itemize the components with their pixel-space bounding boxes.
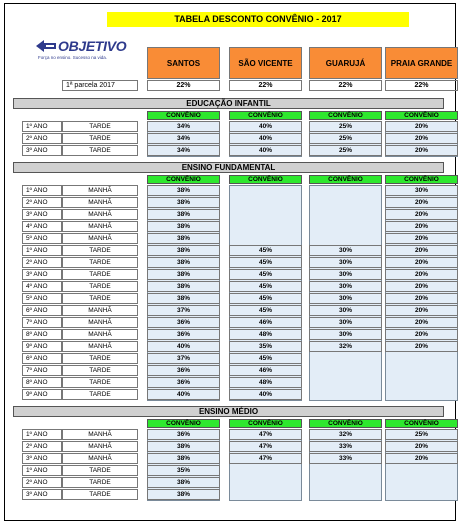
period-label: TARDE [62, 377, 138, 388]
discount-value: 38% [147, 233, 220, 244]
discount-value: 20% [385, 221, 458, 232]
discount-value: 38% [147, 477, 220, 488]
logo-mark-icon [36, 39, 56, 53]
discount-value: 30% [309, 329, 382, 340]
discount-value: 20% [385, 453, 458, 464]
grade-label: 2º ANO [22, 441, 62, 452]
discount-value: 47% [229, 429, 302, 440]
discount-value: 45% [229, 305, 302, 316]
discount-value: 38% [147, 245, 220, 256]
discount-value: 20% [385, 269, 458, 280]
discount-value: 20% [385, 329, 458, 340]
discount-value: 40% [229, 121, 302, 132]
grade-label: 3º ANO [22, 453, 62, 464]
discount-value: 45% [229, 245, 302, 256]
section-header: ENSINO MÉDIO [13, 406, 444, 417]
discount-value: 30% [309, 269, 382, 280]
period-label: TARDE [62, 269, 138, 280]
discount-value: 30% [309, 293, 382, 304]
discount-value: 30% [309, 281, 382, 292]
period-label: TARDE [62, 465, 138, 476]
first-installment-value: 22% [147, 80, 220, 91]
discount-value: 30% [309, 317, 382, 328]
discount-value: 37% [147, 353, 220, 364]
first-installment-value: 22% [309, 80, 382, 91]
discount-value: 38% [147, 293, 220, 304]
discount-value: 34% [147, 133, 220, 144]
grade-label: 8º ANO [22, 377, 62, 388]
discount-value: 48% [229, 329, 302, 340]
period-label: MANHÃ [62, 305, 138, 316]
grade-label: 2º ANO [22, 257, 62, 268]
grade-label: 9º ANO [22, 341, 62, 352]
discount-value: 47% [229, 453, 302, 464]
discount-value: 20% [385, 281, 458, 292]
document-title: TABELA DESCONTO CONVÊNIO - 2017 [107, 12, 409, 27]
period-label: TARDE [62, 365, 138, 376]
discount-value: 30% [309, 257, 382, 268]
period-label: TARDE [62, 281, 138, 292]
period-label: MANHÃ [62, 429, 138, 440]
discount-value: 25% [309, 145, 382, 156]
discount-value: 40% [229, 133, 302, 144]
convenio-header: CONVÊNIO [309, 175, 382, 184]
grade-label: 8º ANO [22, 329, 62, 340]
first-installment-label: 1ª parcela 2017 [62, 80, 138, 91]
grade-label: 5º ANO [22, 233, 62, 244]
discount-value: 20% [385, 293, 458, 304]
period-label: TARDE [62, 489, 138, 500]
discount-value: 20% [385, 145, 458, 156]
discount-value: 40% [147, 341, 220, 352]
discount-value: 32% [309, 341, 382, 352]
convenio-header: CONVÊNIO [147, 111, 220, 120]
discount-value: 20% [385, 209, 458, 220]
grade-label: 1º ANO [22, 121, 62, 132]
discount-value: 25% [309, 133, 382, 144]
discount-value: 45% [229, 293, 302, 304]
grade-label: 7º ANO [22, 365, 62, 376]
discount-value: 38% [147, 441, 220, 452]
convenio-header: CONVÊNIO [229, 175, 302, 184]
discount-value: 36% [147, 317, 220, 328]
grade-label: 6º ANO [22, 305, 62, 316]
grade-label: 4º ANO [22, 221, 62, 232]
grade-label: 3º ANO [22, 209, 62, 220]
brand-tagline: Força no ensino. Sucesso na vida. [38, 55, 108, 60]
period-label: TARDE [62, 145, 138, 156]
grade-label: 6º ANO [22, 353, 62, 364]
grade-label: 9º ANO [22, 389, 62, 400]
discount-value: 30% [309, 245, 382, 256]
period-label: TARDE [62, 121, 138, 132]
discount-value: 33% [309, 441, 382, 452]
discount-value: 40% [229, 145, 302, 156]
discount-value: 38% [147, 281, 220, 292]
discount-value: 40% [147, 389, 220, 400]
discount-value: 36% [147, 329, 220, 340]
discount-value: 38% [147, 185, 220, 196]
period-label: TARDE [62, 133, 138, 144]
period-label: TARDE [62, 353, 138, 364]
discount-value: 45% [229, 281, 302, 292]
grade-label: 5º ANO [22, 293, 62, 304]
discount-value: 36% [147, 377, 220, 388]
discount-value: 25% [385, 429, 458, 440]
convenio-header: CONVÊNIO [385, 111, 458, 120]
period-label: TARDE [62, 245, 138, 256]
city-header: PRAIA GRANDE [385, 47, 458, 79]
grade-label: 2º ANO [22, 133, 62, 144]
discount-value: 34% [147, 145, 220, 156]
discount-value: 45% [229, 269, 302, 280]
discount-value: 40% [229, 389, 302, 400]
grade-label: 3º ANO [22, 269, 62, 280]
period-label: TARDE [62, 477, 138, 488]
discount-value: 20% [385, 257, 458, 268]
period-label: MANHÃ [62, 441, 138, 452]
brand-logo [36, 37, 146, 63]
discount-value: 20% [385, 317, 458, 328]
discount-value: 20% [385, 305, 458, 316]
grade-label: 3º ANO [22, 489, 62, 500]
discount-value: 38% [147, 453, 220, 464]
brand-name: OBJETIVO [58, 38, 127, 54]
period-label: TARDE [62, 293, 138, 304]
convenio-header: CONVÊNIO [147, 175, 220, 184]
discount-value: 38% [147, 221, 220, 232]
discount-value: 36% [147, 429, 220, 440]
period-label: MANHÃ [62, 453, 138, 464]
discount-value: 38% [147, 209, 220, 220]
discount-value: 33% [309, 453, 382, 464]
discount-value: 45% [229, 353, 302, 364]
period-label: MANHÃ [62, 185, 138, 196]
discount-value: 38% [147, 269, 220, 280]
convenio-header: CONVÊNIO [309, 419, 382, 428]
first-installment-value: 22% [385, 80, 458, 91]
discount-value: 35% [147, 465, 220, 476]
grade-label: 1º ANO [22, 185, 62, 196]
period-label: MANHÃ [62, 317, 138, 328]
period-label: TARDE [62, 257, 138, 268]
discount-value: 30% [309, 305, 382, 316]
discount-value: 47% [229, 441, 302, 452]
period-label: MANHÃ [62, 221, 138, 232]
period-label: MANHÃ [62, 209, 138, 220]
grade-label: 2º ANO [22, 477, 62, 488]
section-header: ENSINO FUNDAMENTAL [13, 162, 444, 173]
grade-label: 7º ANO [22, 317, 62, 328]
discount-value: 36% [147, 365, 220, 376]
discount-value: 20% [385, 197, 458, 208]
grade-label: 1º ANO [22, 429, 62, 440]
convenio-header: CONVÊNIO [385, 419, 458, 428]
period-label: MANHÃ [62, 341, 138, 352]
discount-value: 45% [229, 257, 302, 268]
discount-value: 48% [229, 377, 302, 388]
discount-value: 38% [147, 489, 220, 500]
city-header: GUARUJÁ [309, 47, 382, 79]
discount-value: 35% [229, 341, 302, 352]
period-label: TARDE [62, 389, 138, 400]
grade-label: 3º ANO [22, 145, 62, 156]
grade-label: 4º ANO [22, 281, 62, 292]
convenio-header: CONVÊNIO [385, 175, 458, 184]
discount-value: 46% [229, 365, 302, 376]
convenio-header: CONVÊNIO [309, 111, 382, 120]
discount-value: 38% [147, 257, 220, 268]
discount-value: 38% [147, 197, 220, 208]
discount-value: 32% [309, 429, 382, 440]
grade-label: 1º ANO [22, 465, 62, 476]
period-label: MANHÃ [62, 329, 138, 340]
section-header: EDUCAÇÃO INFANTIL [13, 98, 444, 109]
period-label: MANHÃ [62, 233, 138, 244]
discount-value: 20% [385, 233, 458, 244]
convenio-header: CONVÊNIO [229, 111, 302, 120]
discount-value: 20% [385, 341, 458, 352]
grade-label: 1º ANO [22, 245, 62, 256]
discount-value: 30% [385, 185, 458, 196]
discount-value: 46% [229, 317, 302, 328]
convenio-header: CONVÊNIO [147, 419, 220, 428]
discount-value: 25% [309, 121, 382, 132]
discount-value: 20% [385, 121, 458, 132]
discount-value: 20% [385, 133, 458, 144]
discount-value: 34% [147, 121, 220, 132]
city-header: SÃO VICENTE [229, 47, 302, 79]
grade-label: 2º ANO [22, 197, 62, 208]
period-label: MANHÃ [62, 197, 138, 208]
discount-value: 20% [385, 441, 458, 452]
first-installment-value: 22% [229, 80, 302, 91]
convenio-header: CONVÊNIO [229, 419, 302, 428]
discount-value: 20% [385, 245, 458, 256]
city-header: SANTOS [147, 47, 220, 79]
discount-value: 37% [147, 305, 220, 316]
